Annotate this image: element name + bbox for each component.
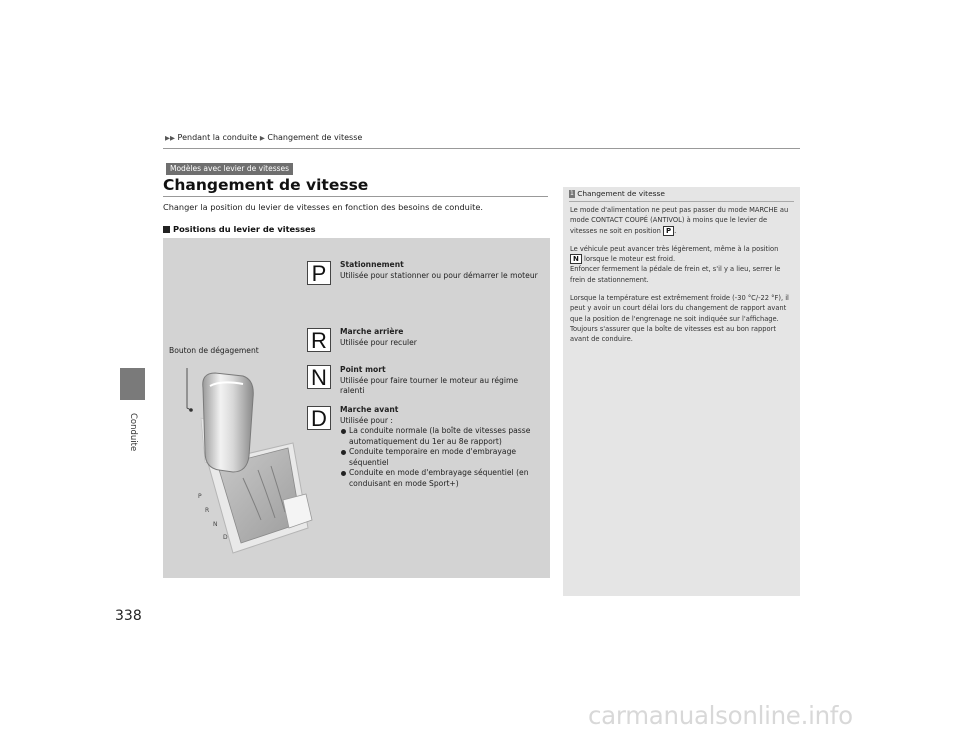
square-bullet-icon (163, 226, 170, 233)
gear-r-description (340, 327, 417, 348)
gear-d-bullet: Conduite en mode d'embrayage séquentiel (en conduisant en mode Sport+) (340, 468, 540, 489)
gear-d-desc: Utilisée pour : (340, 415, 393, 425)
note-paragraph-3: Lorsque la température est extrêmement froide (-30 °C/-22 °F), il peut y avoir un court délai lors du changement de rapport avant que la position de l'engrenage ne soit indiquée sur l'affichage. Toujours s'assurer que la boîte de vitesses est au bon rapport avant de conduire. (570, 294, 789, 344)
gear-d-title: Marche avant (340, 405, 399, 414)
page-number: 338 (115, 608, 142, 624)
note-p1-text: Le mode d'alimentation ne peut pas passer du mode MARCHE au mode CONTACT COUPÉ (ANTIVOL) à moins que le levier de vitesses ne soit en position (570, 206, 789, 235)
gear-p-icon: P (307, 261, 331, 285)
release-button-label: Bouton de dégagement (169, 346, 259, 355)
side-note-panel (563, 187, 800, 596)
header-divider (163, 148, 800, 149)
note-p2-text-c: Enfoncer fermement la pédale de frein et, s'il y a lieu, serrer le frein de stationnement. (570, 265, 781, 284)
watermark: carmanualsonline.info (588, 701, 853, 730)
gear-p-desc: Utilisée pour stationner ou pour démarrer le moteur (340, 270, 538, 280)
note-divider (569, 201, 794, 202)
note-body (570, 205, 794, 353)
model-badge: Modèles avec levier de vitesses (166, 163, 293, 175)
lever-letter-R: R (205, 507, 210, 514)
lever-letter-D: D (223, 534, 228, 541)
breadcrumb-arrow-icon: ▶ (259, 134, 265, 142)
lever-letter-N: N (213, 521, 218, 528)
gear-n-desc: Utilisée pour faire tourner le moteur au régime ralenti (340, 375, 519, 395)
gear-n-title: Point mort (340, 365, 386, 374)
note-paragraph-1 (570, 205, 794, 236)
lever-letter-P: P (198, 493, 202, 500)
gear-n-description (340, 365, 535, 397)
note-title-text: Changement de vitesse (577, 189, 665, 198)
gear-d-bullets (340, 426, 540, 489)
page-title: Changement de vitesse (163, 176, 369, 194)
gear-r-title: Marche arrière (340, 327, 404, 336)
breadcrumb-item-1[interactable]: Pendant la conduite (177, 133, 258, 142)
title-divider (163, 196, 548, 197)
note-p1-end: . (674, 226, 677, 235)
subheading-text: Positions du levier de vitesses (173, 224, 316, 234)
gear-d-bullet: La conduite normale (la boîte de vitesses passe automatiquement du 1er au 8e rapport) (340, 426, 540, 447)
breadcrumb (165, 133, 362, 142)
gear-r-desc: Utilisée pour reculer (340, 337, 417, 347)
note-title (569, 189, 665, 198)
gear-d-icon: D (307, 406, 331, 430)
gear-r-icon: R (307, 328, 331, 352)
breadcrumb-item-2[interactable]: Changement de vitesse (267, 133, 363, 142)
intro-text: Changer la position du levier de vitesses en fonction des besoins de conduite. (163, 202, 484, 212)
gear-lever-figure (163, 238, 550, 578)
gear-p-title: Stationnement (340, 260, 404, 269)
breadcrumb-arrow-icon: ▶▶ (165, 134, 175, 142)
gear-n-icon: N (307, 365, 331, 389)
key-n-icon: N (570, 254, 582, 264)
subheading (163, 224, 316, 234)
note-paragraph-2 (570, 244, 794, 285)
gear-d-description (340, 405, 540, 489)
key-p-icon: P (663, 226, 674, 236)
note-marker: 1 (570, 190, 574, 197)
note-p2-text: Le véhicule peut avancer très légèrement, même à la position (570, 244, 779, 253)
note-p2-text-b: lorsque le moteur est froid. (584, 255, 676, 264)
section-tab-marker (120, 368, 145, 400)
gear-p-description (340, 260, 538, 281)
gear-d-bullet: Conduite temporaire en mode d'embrayage séquentiel (340, 447, 540, 468)
side-section-label: Conduite (128, 413, 138, 452)
